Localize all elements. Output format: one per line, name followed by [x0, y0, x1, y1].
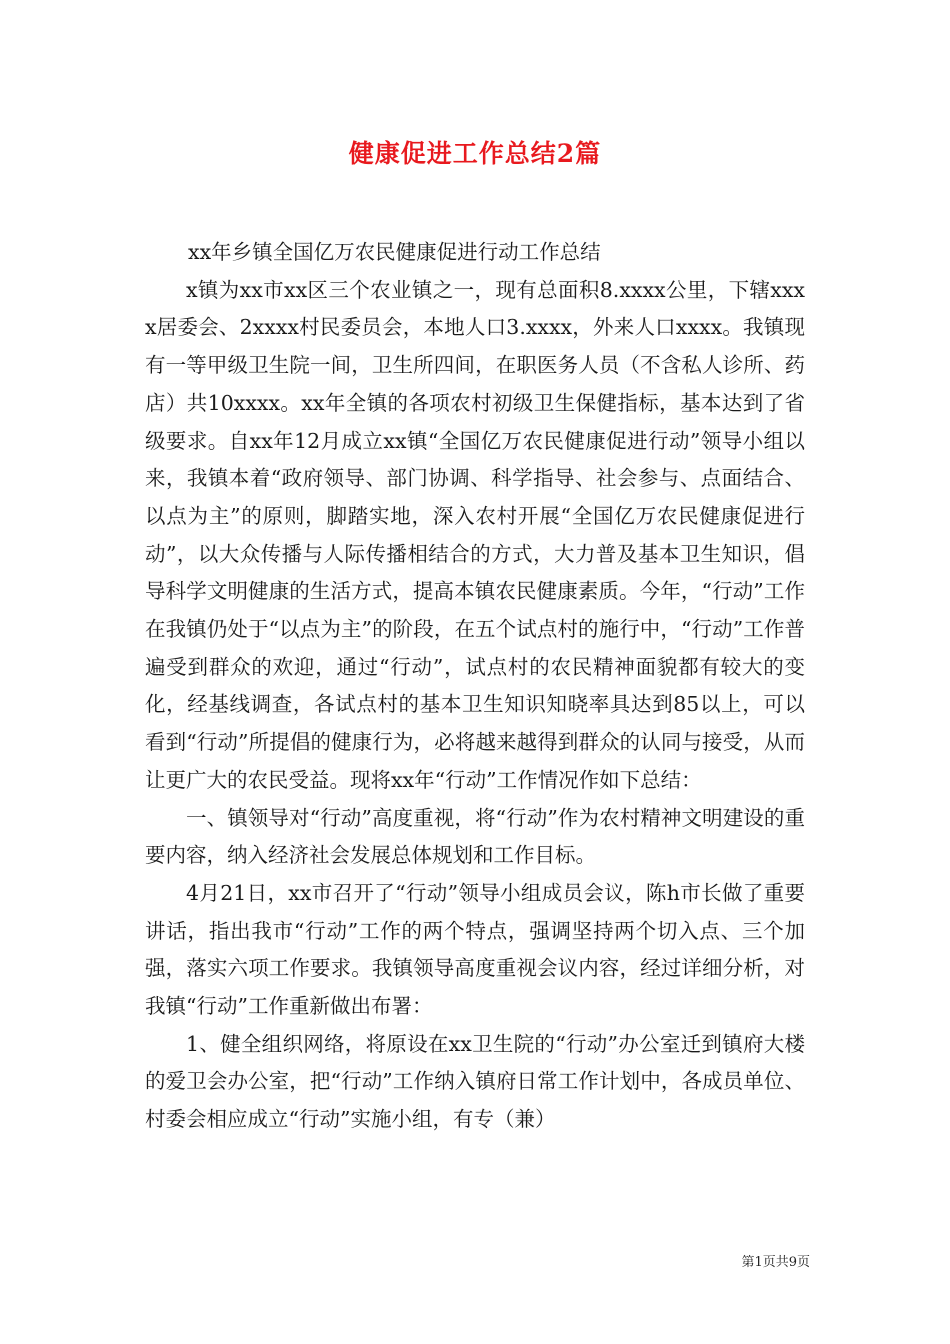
page-number-label: 第1页共9页	[741, 1255, 810, 1270]
document-title: 健康促进工作总结2篇	[348, 139, 602, 168]
page-footer	[741, 1251, 810, 1270]
document-subtitle: xx年乡镇全国亿万农民健康促进行动工作总结	[188, 240, 601, 264]
paragraph: 一、镇领导对“行动”高度重视，将“行动”作为农村精神文明建设的重要内容，纳入经济社会发展总体规划和工作目标。	[145, 805, 805, 868]
document-body	[145, 234, 805, 1139]
paragraph: 4月21日，xx市召开了“行动”领导小组成员会议，陈h市长做了重要讲话，指出我市“行动”工作的两个特点，强调坚持两个切入点、三个加强，落实六项工作要求。我镇领导高度重视会议内容，经过详细分析，对我镇“行动”工作重新做出布署：	[145, 880, 805, 1019]
paragraph: x镇为xx市xx区三个农业镇之一，现有总面积8.xxxx公里，下辖xxxx居委会、2xxxx村民委员会，本地人口3.xxxx，外来人口xxxx。我镇现有一等甲级卫生院一间，卫生所四间，在职医务人员（不含私人诊所、药店）共10xxxx。xx年全镇的各项农村初级卫生保健指标，基本达到了省级要求。自xx年12月成立xx镇“全国亿万农民健康促进行动”领导小组以来，我镇本着“政府领导、部门协调、科学指导、社会参与、点面结合、以点为主”的原则，脚踏实地，深入农村开展“全国亿万农民健康促进行动”，以大众传播与人际传播相结合的方式，大力普及基本卫生知识，倡导科学文明健康的生活方式，提高本镇农民健康素质。今年，“行动”工作在我镇仍处于“以点为主”的阶段，在五个试点村的施行中，“行动”工作普遍受到群众的欢迎，通过“行动”，试点村的农民精神面貌都有较大的变化，经基线调查，各试点村的基本卫生知识知晓率具达到85以上，可以看到“行动”所提倡的健康行为，必将越来越得到群众的认同与接受，从而让更广大的农民受益。现将xx年“行动”工作情况作如下总结：	[145, 277, 805, 792]
paragraph: 1、健全组织网络，将原设在xx卫生院的“行动”办公室迁到镇府大楼的爱卫会办公室，把“行动”工作纳入镇府日常工作计划中，各成员单位、村委会相应成立“行动”实施小组，有专（兼）	[145, 1031, 805, 1132]
